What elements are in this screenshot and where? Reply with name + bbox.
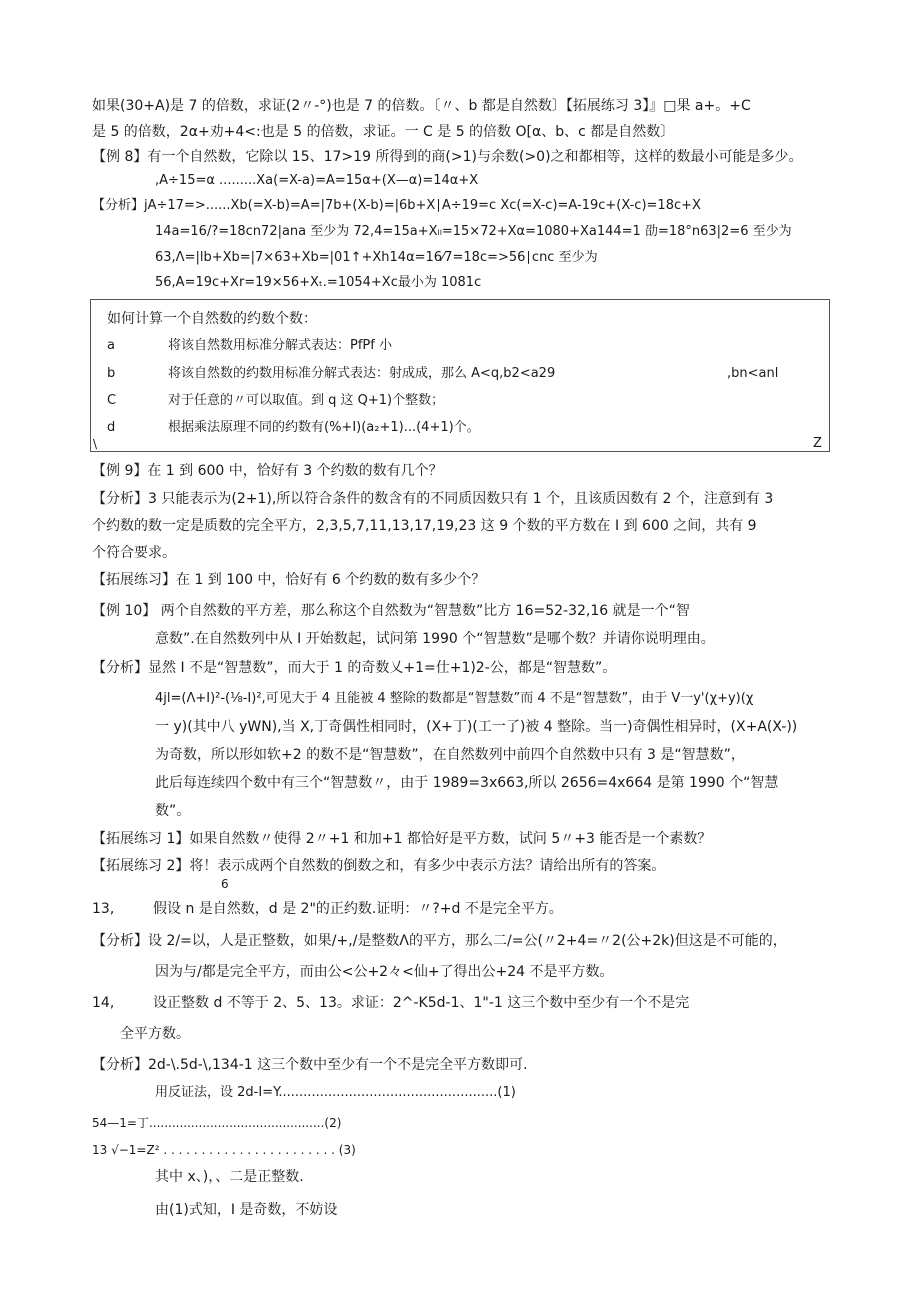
text-line: 如果(30+A)是 7 的倍数，求证(2〃-°)也是 7 的倍数。〔〃、b 都是自然数〕【拓展练习 3】』□果 a+。+C — [92, 98, 751, 114]
equation-line: 用反证法，设 2d-I=Y.....................................................(1) — [155, 1085, 516, 1100]
text-line: 由(1)式知，I 是奇数，不妨设 — [155, 1202, 338, 1218]
text-line: 数”。 — [155, 803, 191, 819]
fraction-denominator: 6 — [221, 877, 229, 891]
box-item-label: b — [107, 366, 116, 381]
box-item-label: a — [107, 338, 115, 353]
analysis-line: 【分析】3 只能表示为(2+1),所以符合条件的数含有的不同质因数只有 1 个，且该质因数有 2 个，注意到有 3 — [92, 491, 774, 507]
text-line: 因为与/都是完全平方，而由公<公+2々<仙+了得出公+24 不是平方数。 — [155, 964, 614, 980]
box-corner-mark: \ — [93, 437, 98, 451]
text-line: 此后每连续四个数中有三个“智慧数〃，由于 1989=3x663,所以 2656=4x664 是第 1990 个“智慧 — [155, 775, 779, 791]
exercise-line: 【拓展练习】在 1 到 100 中，恰好有 6 个约数的数有多少个？ — [92, 572, 486, 588]
text-line: 一 y)(其中八 yWN),当 X,丁奇偶性相同时，(X+丁)(工一了)被 4 整除。当一)奇偶性相异时，(X+A(X-)) — [155, 719, 798, 735]
formula-line: 14a=16/?=18cn72|ana 至少为 72,4=15a+Xₗₗ=15×72+Xα=1080+Xa144=1 劭=18°n63|2=6 至少为 — [155, 224, 792, 239]
analysis-line: 【分析】2d-\.5d-\,134-1 这三个数中至少有一个不是完全平方数即可. — [92, 1057, 528, 1073]
formula-line: 63,Λ=|lb+Xb=|7×63+Xb=|01↑+Xh14α=16⁄7=18c=>56∣cnc 至少为 — [155, 250, 598, 265]
formula-line: 56,A=19c+Xr=19×56+Xₜ.=1054+Xc最小为 1081c — [155, 275, 482, 290]
text-line: 全平方数。 — [120, 1026, 190, 1042]
example-9-heading: 【例 9】在 1 到 600 中，恰好有 3 个约数的数有几个？ — [92, 463, 443, 479]
box-item-text: ,bn<anl — [727, 366, 779, 381]
box-item-text: 对于任意的〃可以取值。到 q 这 Q+1)个整数； — [168, 393, 445, 408]
text-line: 是 5 的倍数，2α+劝+4<:也是 5 的倍数，求证。一 C 是 5 的倍数 O[α、b、c 都是自然数〕 — [92, 124, 675, 140]
equation-line: 54—1=丁..............................................(2) — [92, 1116, 342, 1130]
analysis-line: 【分析】jA÷17=>......Xb(=X-b)=A=|7b+(X-b)=|6b+X∣A÷19=c Xc(=X-c)=A-19c+(X-c)=18c+X — [92, 198, 701, 213]
box-title: 如何计算一个自然数的约数个数： — [107, 311, 317, 327]
analysis-line: 【分析】显然 I 不是“智慧数”，而大于 1 的奇数乂+1=仕+1)2-公，都是“智慧数”。 — [92, 660, 617, 676]
text-line: 4jl=(Λ+I)²-(⅛-I)²,可见大于 4 且能被 4 整除的数都是“智慧数”而 4 不是“智慧数”，由于 V一y'(χ+y)(χ — [155, 691, 754, 706]
problem-number: 13, — [92, 901, 115, 917]
box-item-text: 根据乘法原理不同的约数有(%+I)(a₂+1)...(4+1)个。 — [168, 420, 480, 435]
box-item-text: 将该自然数的约数用标准分解式表达：射成成，那么 A<q,b2<a29 — [168, 366, 556, 381]
box-item-label: d — [107, 420, 116, 435]
analysis-line: 【分析】设 2/=以，人是正整数，如果/+,/是整数Λ的平方，那么二/=公(〃2+4=〃2(公+2k)但这是不可能的， — [92, 933, 787, 949]
exercise-line: 【拓展练习 1】如果自然数〃使得 2〃+1 和加+1 都恰好是平方数，试问 5〃+3 能否是一个素数？ — [92, 831, 712, 847]
box-item-label: C — [107, 393, 117, 408]
text-line: 个符合要求。 — [92, 545, 176, 561]
box-corner-mark: Z — [813, 436, 822, 451]
exercise-line: 【拓展练习 2】将！表示成两个自然数的倒数之和，有多少中表示方法？请给出所有的答案。 — [92, 858, 666, 874]
equation-line: 13 √−1=Z² . . . . . . . . . . . . . . . . . . . . . . . (3) — [92, 1143, 356, 1157]
text-line: 为奇数，所以形如软+2 的数不是“智慧数”，在自然数列中前四个自然数中只有 3 是“智慧数”， — [155, 747, 745, 763]
problem-number: 14, — [92, 995, 115, 1011]
formula-line: ,A÷15=α .........Xa(=X-a)=A=15α+(X—α)=14α+X — [155, 173, 479, 188]
divisor-count-box — [90, 299, 830, 452]
problem-text: 设正整数 d 不等于 2、5、13。求证：2^-K5d-1、1"-1 这三个数中至少有一个不是完 — [153, 995, 690, 1011]
text-line: 其中 x、)，、二是正整数. — [155, 1169, 304, 1185]
box-item-text: 将该自然数用标准分解式表达：PfPf 小 — [168, 338, 392, 353]
example-8-heading: 【例 8】有一个自然数，它除以 15、17>19 所得到的商(>1)与余数(>0)之和都相等，这样的数最小可能是多少。 — [92, 149, 803, 165]
text-line: 个约数的数一定是质数的完全平方，2,3,5,7,11,13,17,19,23 这 9 个数的平方数在 I 到 600 之间，共有 9 — [92, 518, 757, 534]
text-line: 意数”.在自然数列中从 I 开始数起，试问第 1990 个“智慧数”是哪个数？并请你说明理由。 — [155, 631, 715, 647]
problem-text: 假设 n 是自然数，d 是 2"的正约数.证明：〃?+d 不是完全平方。 — [153, 901, 563, 917]
example-10-heading: 【例 10】 两个自然数的平方差，那么称这个自然数为“智慧数”比方 16=52-32,16 就是一个“智 — [92, 603, 690, 619]
